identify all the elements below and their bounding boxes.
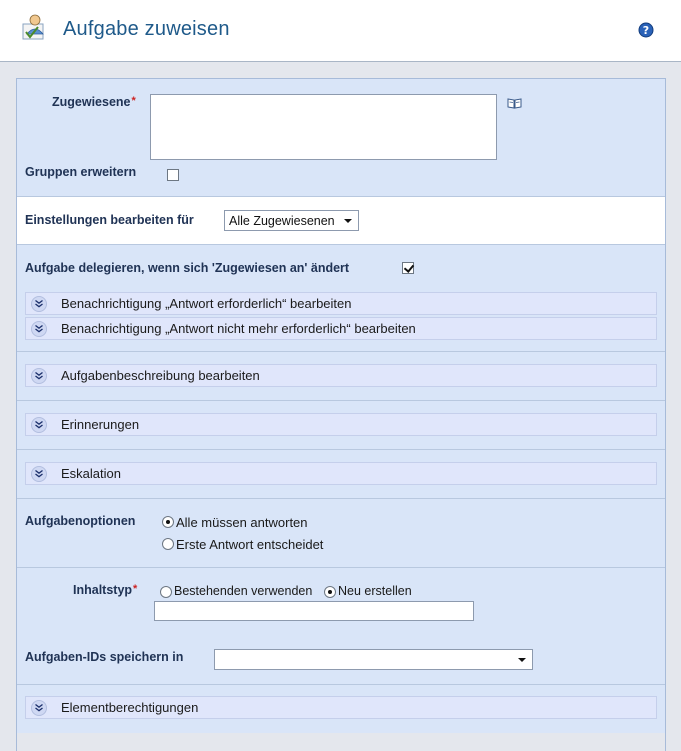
- expand-chevron-icon: [31, 466, 47, 482]
- expand-groups-label: Gruppen erweitern: [25, 165, 137, 179]
- chevron-down-icon: [518, 658, 526, 662]
- content-type-existing-radio[interactable]: [160, 586, 172, 598]
- content-type-input[interactable]: [154, 601, 474, 621]
- delegate-checkbox[interactable]: [402, 262, 414, 274]
- expander-label: Eskalation: [61, 466, 121, 481]
- task-ids-label: Aufgaben-IDs speichern in: [25, 650, 184, 664]
- expander-label: Aufgabenbeschreibung bearbeiten: [61, 368, 260, 383]
- content-type-label: Inhaltstyp*: [73, 583, 138, 597]
- task-option-all-label: Alle müssen antworten: [176, 515, 308, 530]
- task-options-section: [17, 499, 665, 568]
- assignees-section: [17, 79, 665, 197]
- expander-label: Benachrichtigung „Antwort erforderlich“ bearbeiten: [61, 296, 352, 311]
- dialog-header: [0, 0, 681, 62]
- person-task-icon: [20, 12, 50, 42]
- expand-chevron-icon: [31, 700, 47, 716]
- edit-settings-label: Einstellungen bearbeiten für: [25, 213, 194, 227]
- address-book-icon[interactable]: [507, 97, 522, 109]
- content-type-existing-label: Bestehenden verwenden: [174, 584, 313, 598]
- escalation-section: [17, 450, 665, 499]
- task-description-expander[interactable]: [25, 364, 657, 387]
- escalation-expander[interactable]: [25, 462, 657, 485]
- task-ids-select[interactable]: [214, 649, 533, 670]
- edit-settings-section: [17, 197, 665, 245]
- panel-footer: [17, 733, 665, 751]
- reminders-section: [17, 401, 665, 450]
- expand-chevron-icon: [31, 321, 47, 337]
- dialog-body: [0, 62, 681, 751]
- delegate-label: Aufgabe delegieren, wenn sich 'Zugewiesen an' ändert: [25, 261, 350, 275]
- expander-label: Elementberechtigungen: [61, 700, 199, 715]
- expander-label: Benachrichtigung „Antwort nicht mehr erforderlich“ bearbeiten: [61, 321, 416, 336]
- assignees-input[interactable]: [150, 94, 497, 160]
- item-permissions-expander[interactable]: [25, 696, 657, 719]
- reminders-expander[interactable]: [25, 413, 657, 436]
- expand-chevron-icon: [31, 417, 47, 433]
- expand-chevron-icon: [31, 368, 47, 384]
- task-option-all-radio[interactable]: [162, 516, 174, 528]
- content-type-new-label: Neu erstellen: [338, 584, 412, 598]
- expander-label: Erinnerungen: [61, 417, 140, 432]
- svg-text:?: ?: [642, 24, 650, 37]
- item-permissions-section: [17, 685, 665, 733]
- task-options-label: Aufgabenoptionen: [25, 514, 136, 528]
- chevron-down-icon: [344, 219, 352, 223]
- task-option-first-radio[interactable]: [162, 538, 174, 550]
- notify-required-expander[interactable]: [25, 292, 657, 315]
- content-type-section: [17, 568, 665, 685]
- expand-groups-checkbox[interactable]: [167, 169, 179, 181]
- page-title: Aufgabe zuweisen: [63, 18, 230, 40]
- form-panel: [16, 78, 666, 751]
- delegate-section: [17, 245, 665, 352]
- assignees-label: Zugewiesene*: [52, 95, 136, 109]
- content-type-new-radio[interactable]: [324, 586, 336, 598]
- task-description-section: [17, 352, 665, 401]
- task-option-first-label: Erste Antwort entscheidet: [176, 537, 324, 552]
- help-icon[interactable]: [638, 22, 654, 38]
- expand-chevron-icon: [31, 296, 47, 312]
- edit-settings-select[interactable]: Alle Zugewiesenen: [224, 210, 359, 231]
- notify-not-required-expander[interactable]: [25, 317, 657, 340]
